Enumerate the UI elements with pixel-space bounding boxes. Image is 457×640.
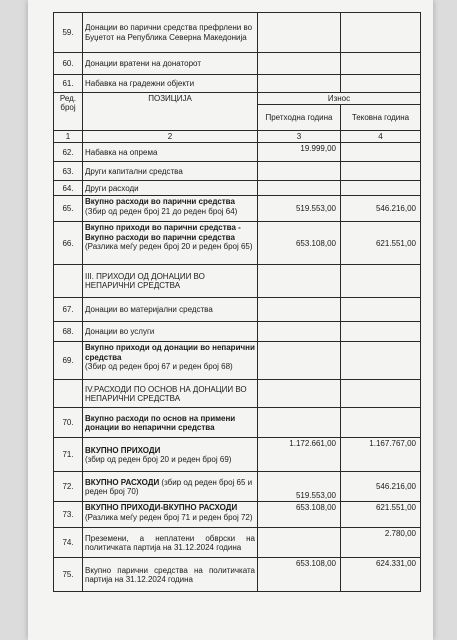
row-prev-year [258, 342, 341, 380]
row-curr-year: 1.167.767,00 [341, 438, 421, 472]
header-curr-year: Тековна година [341, 105, 421, 131]
document-page [28, 0, 433, 640]
row-prev-year [258, 162, 341, 181]
index-4: 4 [341, 131, 421, 143]
row-curr-year: 546.216,00 [341, 196, 421, 222]
row-curr-year [341, 265, 421, 298]
row-position: Други капитални средства [83, 162, 258, 181]
row-prev-year: 19.999,00 [258, 143, 341, 162]
row-position: Набавка на опрема [83, 143, 258, 162]
table-row [54, 298, 421, 322]
row-position: Вкупно парични средства на политичката партија на 31.12.2024 година [83, 558, 258, 592]
row-number: 71. [54, 438, 83, 472]
row-prev-year: 653.108,00 [258, 222, 341, 265]
row-number: 75. [54, 558, 83, 592]
row-number: 61. [54, 75, 83, 93]
row-curr-year [341, 162, 421, 181]
row-curr-year [341, 143, 421, 162]
row-position: Преземени, а неплатени обврски на политичката партија на 31.12.2024 година [83, 528, 258, 558]
row-subtitle: (збир од реден број 65 и реден број 70) [85, 477, 253, 496]
row-title: Вкупно приходи во парични средства - Вкупно расходи во парични средства [85, 223, 241, 242]
table-row [54, 53, 421, 75]
row-title: Вкупно приходи од донации во непарични средства [85, 343, 255, 362]
row-prev-year [258, 53, 341, 75]
row-number: 74. [54, 528, 83, 558]
row-prev-year [258, 13, 341, 53]
row-number: 60. [54, 53, 83, 75]
row-prev-year [258, 298, 341, 322]
row-subtitle: (Збир од реден број 67 и реден број 68) [85, 361, 233, 371]
row-position: Донации во парични средства префрлени во Буџетот на Република Северна Македонија [83, 13, 258, 53]
row-curr-year [341, 408, 421, 438]
row-position [83, 502, 258, 528]
row-position: Вкупно расходи по основ на примени донации во непарични средства [83, 408, 258, 438]
row-curr-year: 621.551,00 [341, 222, 421, 265]
header-number: Ред. број [54, 93, 83, 131]
table-row [54, 196, 421, 222]
row-prev-year [258, 181, 341, 196]
row-prev-year [258, 528, 341, 558]
row-prev-year [258, 75, 341, 93]
row-title: ВКУПНО ПРИХОДИ [85, 445, 161, 455]
row-position: Донации во материјални средства [83, 298, 258, 322]
table-row [54, 75, 421, 93]
row-number [54, 380, 83, 408]
index-1: 1 [54, 131, 83, 143]
row-prev-year [258, 408, 341, 438]
row-curr-year [341, 322, 421, 342]
row-curr-year [341, 13, 421, 53]
table-row [54, 222, 421, 265]
header-row [54, 93, 421, 105]
row-curr-year [341, 75, 421, 93]
row-curr-year: 546.216,00 [341, 472, 421, 502]
row-number: 67. [54, 298, 83, 322]
header-prev-year: Претходна година [258, 105, 341, 131]
row-title: ВКУПНО РАСХОДИ [85, 477, 160, 487]
row-number [54, 265, 83, 298]
row-number: 64. [54, 181, 83, 196]
row-number: 63. [54, 162, 83, 181]
row-curr-year: 2.780,00 [341, 528, 421, 558]
table-row [54, 472, 421, 502]
row-prev-year [258, 265, 341, 298]
row-position: Набавка на градежни објекти [83, 75, 258, 93]
row-position: Други расходи [83, 181, 258, 196]
row-prev-year: 653.108,00 [258, 502, 341, 528]
index-3: 3 [258, 131, 341, 143]
row-prev-year: 519.553,00 [258, 472, 341, 502]
table-row [54, 342, 421, 380]
table-row [54, 558, 421, 592]
row-subtitle: (Разлика меѓу реден број 20 и реден број 65) [85, 241, 253, 251]
row-curr-year [341, 342, 421, 380]
row-title: Вкупно расходи во парични средства [85, 197, 235, 207]
row-number: 72. [54, 472, 83, 502]
row-number: 62. [54, 143, 83, 162]
table-row [54, 162, 421, 181]
row-position [83, 472, 258, 502]
section-row [54, 265, 421, 298]
table-row [54, 528, 421, 558]
row-curr-year: 624.331,00 [341, 558, 421, 592]
row-title: ВКУПНО ПРИХОДИ-ВКУПНО РАСХОДИ [85, 503, 238, 513]
table-row [54, 408, 421, 438]
row-prev-year [258, 322, 341, 342]
table-row [54, 143, 421, 162]
row-curr-year [341, 181, 421, 196]
row-position [83, 438, 258, 472]
row-number: 59. [54, 13, 83, 53]
row-number: 70. [54, 408, 83, 438]
table-row [54, 438, 421, 472]
header-position: ПОЗИЦИЈА [83, 93, 258, 131]
row-prev-year: 1.172.661,00 [258, 438, 341, 472]
index-row [54, 131, 421, 143]
row-number: 65. [54, 196, 83, 222]
row-subtitle: (Збир од реден број 21 до реден број 64) [85, 206, 238, 216]
row-curr-year [341, 53, 421, 75]
index-2: 2 [83, 131, 258, 143]
row-curr-year [341, 380, 421, 408]
row-number: 68. [54, 322, 83, 342]
financial-report-table [53, 12, 421, 592]
row-prev-year: 653.108,00 [258, 558, 341, 592]
table-row [54, 502, 421, 528]
row-number: 73. [54, 502, 83, 528]
row-number: 66. [54, 222, 83, 265]
row-position: Донации во услуги [83, 322, 258, 342]
section-title: IV.РАСХОДИ ПО ОСНОВ НА ДОНАЦИИ ВО НЕПАРИЧНИ СРЕДСТВА [83, 380, 258, 408]
table-row [54, 13, 421, 53]
header-amount: Износ [258, 93, 421, 105]
row-number: 69. [54, 342, 83, 380]
row-curr-year [341, 298, 421, 322]
row-subtitle: (збир од реден број 20 и реден број 69) [85, 454, 232, 464]
row-curr-year: 621.551,00 [341, 502, 421, 528]
row-position [83, 196, 258, 222]
row-prev-year: 519.553,00 [258, 196, 341, 222]
row-position [83, 342, 258, 380]
section-title: III. ПРИХОДИ ОД ДОНАЦИИ ВО НЕПАРИЧНИ СРЕДСТВА [83, 265, 258, 298]
row-position: Донации вратени на донаторот [83, 53, 258, 75]
table-row [54, 181, 421, 196]
table-row [54, 322, 421, 342]
row-prev-year [258, 380, 341, 408]
row-position [83, 222, 258, 265]
section-row [54, 380, 421, 408]
row-subtitle: (Разлика меѓу реден број 71 и реден број 72) [85, 512, 253, 522]
